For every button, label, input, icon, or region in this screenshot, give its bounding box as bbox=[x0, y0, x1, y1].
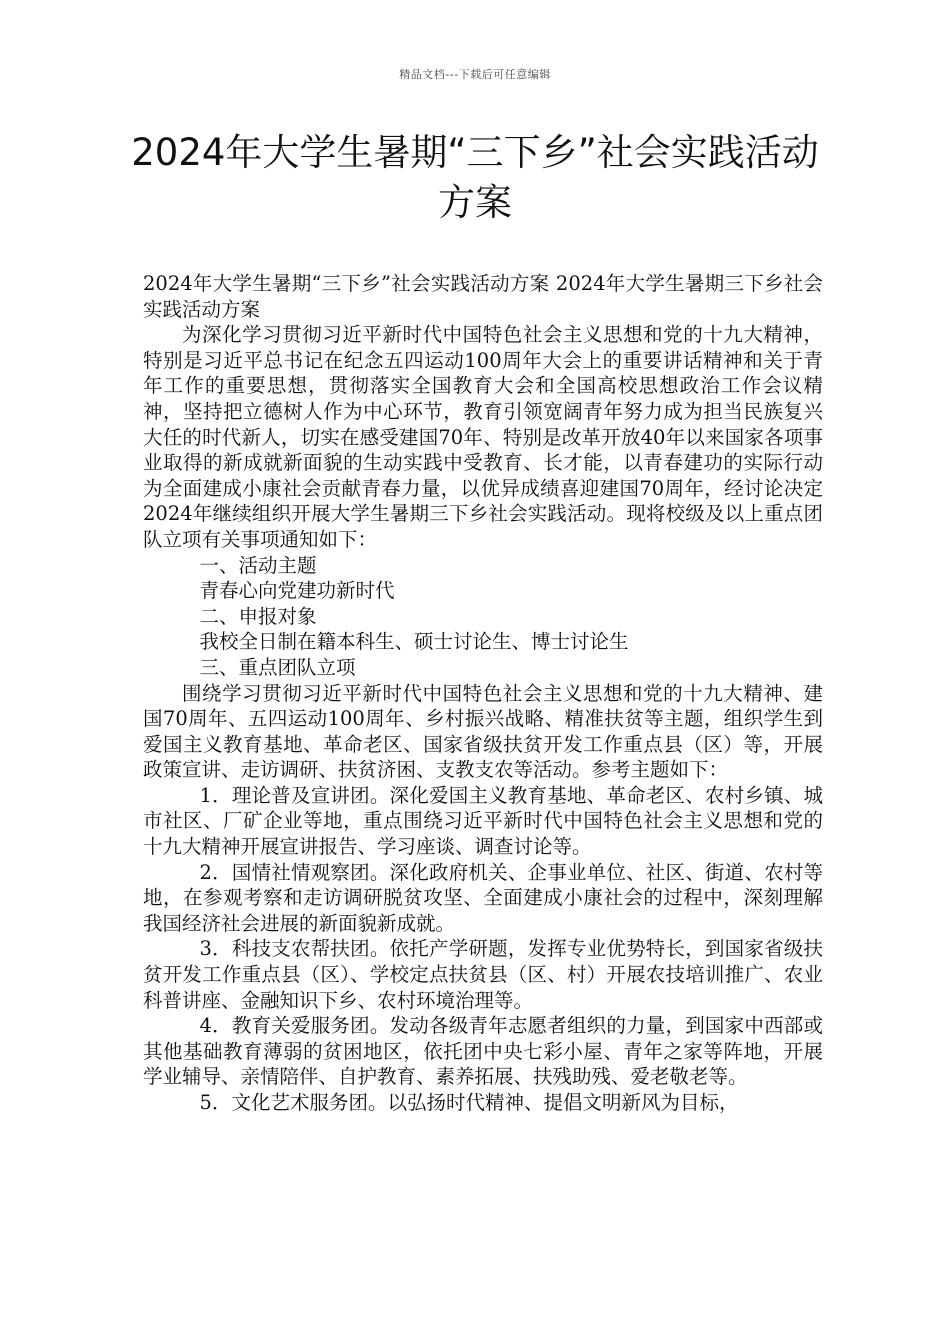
list-item: 4．教育关爱服务团。发动各级青年志愿者组织的力量，到国家中西部或其他基础教育薄弱的贫困地区，依托团中央七彩小屋、青年之家等阵地，开展学业辅导、亲情陪伴、自护教育、素养拓展、扶残助残、爱老敬老等。 bbox=[143, 1014, 823, 1089]
teams-paragraph: 围绕学习贯彻习近平新时代中国特色社会主义思想和党的十九大精神、建国70周年、五四运动100周年、乡村振兴战略、精准扶贫等主题，组织学生到爱国主义教育基地、革命老区、国家省级扶贫开发工作重点县（区）等，开展政策宣讲、走访调研、扶贫济困、支教支农等活动。参考主题如下： bbox=[143, 681, 823, 782]
document-body bbox=[143, 271, 823, 1116]
document-title: 2024年大学生暑期“三下乡”社会实践活动方案 bbox=[131, 131, 819, 224]
intro-paragraph: 为深化学习贯彻习近平新时代中国特色社会主义思想和党的十九大精神，特别是习近平总书记在纪念五四运动100周年大会上的重要讲话精神和关于青年工作的重要思想，贯彻落实全国教育大会和全国高校思想政治工作会议精神，坚持把立德树人作为中心环节，教育引领宽阔青年努力成为担当民族复兴大任的时代新人，切实在感受建国70年、特别是改革开放40年以来国家各项事业取得的新成就新面貌的生动实践中受教育、长才能，以青春建功的实际行动为全面建成小康社会贡献青春力量，以优异成绩喜迎建国70周年，经讨论决定2024年继续组织开展大学生暑期三下乡社会实践活动。现将校级及以上重点团队立项有关事项通知如下： bbox=[143, 323, 823, 551]
header-note: 精品文档---下载后可任意编辑 bbox=[399, 68, 551, 81]
section-heading-theme: 一、活动主题 bbox=[199, 553, 317, 577]
list-item: 3．科技支农帮扶团。依托产学研题，发挥专业优势特长，到国家省级扶贫开发工作重点县（区）、学校定点扶贫县（区、村）开展农技培训推广、农业科普讲座、金融知识下乡、农村环境治理等。 bbox=[143, 937, 823, 1012]
list-item: 1．理论普及宣讲团。深化爱国主义教育基地、革命老区、农村乡镇、城市社区、厂矿企业等地，重点围绕习近平新时代中国特色社会主义思想和党的十九大精神开展宣讲报告、学习座谈、调查讨论等。 bbox=[143, 783, 823, 859]
list-item: 2．国情社情观察团。深化政府机关、企事业单位、社区、街道、农村等地，在参观考察和走访调研脱贫攻坚、全面建成小康社会的过程中，深刻理解我国经济社会进展的新面貌新成就。 bbox=[143, 860, 823, 935]
list-item: 5．文化艺术服务团。以弘扬时代精神、提倡文明新风为目标， bbox=[199, 1091, 739, 1114]
applicants-text: 我校全日制在籍本科生、硕士讨论生、博士讨论生 bbox=[199, 630, 629, 654]
theme-text: 青春心向党建功新时代 bbox=[199, 579, 395, 603]
section-heading-teams: 三、重点团队立项 bbox=[199, 655, 356, 679]
section-heading-applicants: 二、申报对象 bbox=[199, 604, 317, 628]
intro-heading-line: 2024年大学生暑期“三下乡”社会实践活动方案 2024年大学生暑期三下乡社会实践活动方案 bbox=[143, 272, 823, 321]
